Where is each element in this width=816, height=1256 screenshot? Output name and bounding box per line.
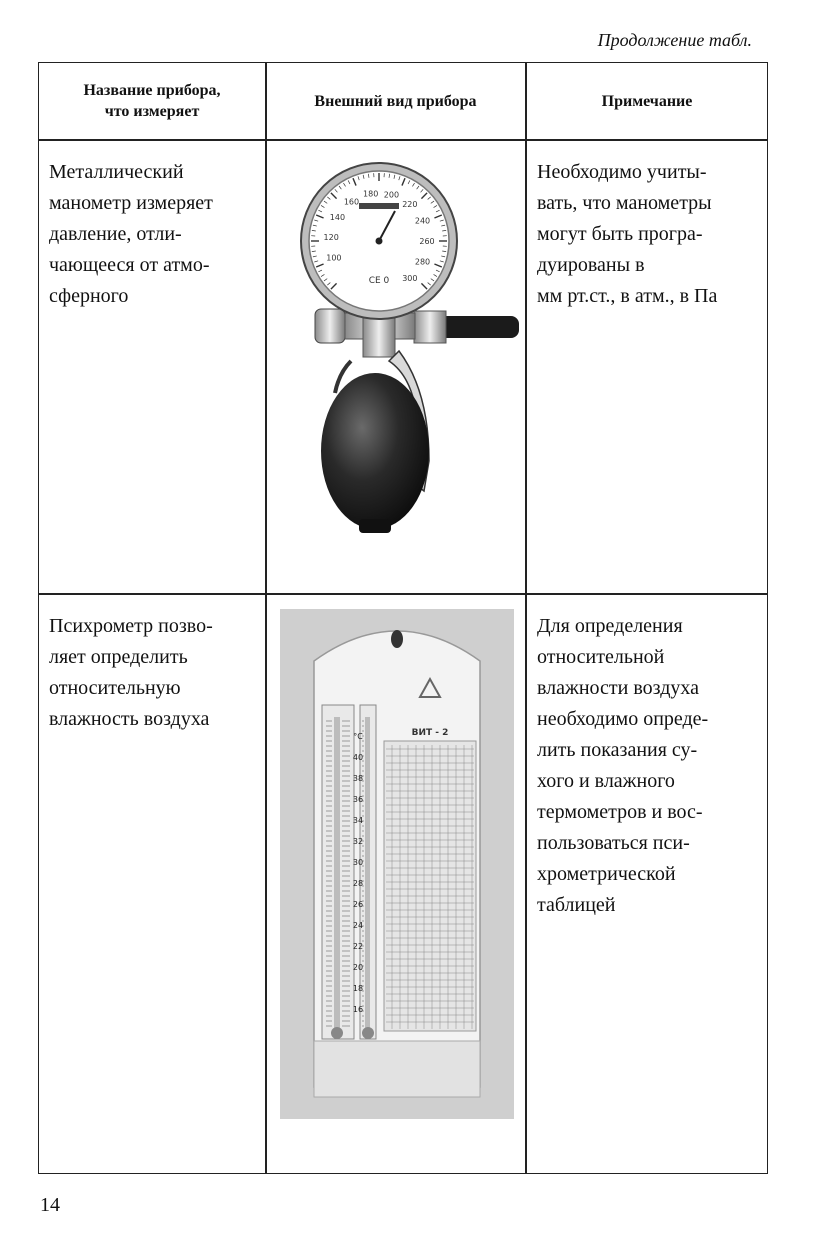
text-line: Для определения	[537, 615, 683, 637]
text-line: таблицей	[537, 894, 616, 916]
scale-label: 16	[352, 1005, 364, 1014]
scale-label: 28	[352, 879, 364, 888]
scale-label: 22	[352, 942, 364, 951]
scale-label: 30	[352, 858, 364, 867]
psychrometer-photo	[280, 609, 514, 1119]
column-header-name: Название прибора, что измеряет	[83, 82, 221, 120]
text-line: давление, отли-	[49, 223, 182, 245]
dial-number: 140	[329, 213, 346, 222]
row-divider	[39, 593, 767, 595]
scale-label: 18	[352, 984, 364, 993]
text-line: Психрометр позво-	[49, 615, 213, 637]
text-line: могут быть програ-	[537, 223, 703, 245]
text-line: дуированы в	[537, 254, 645, 276]
text-line: хого и влажного	[537, 770, 675, 792]
header-divider	[39, 139, 767, 141]
psychrometer-model-label: ВИТ - 2	[411, 728, 449, 738]
text-line: относительную	[49, 677, 181, 699]
text-line: влажности воздуха	[537, 677, 700, 699]
dial-number: 100	[326, 253, 342, 263]
dial-number: 180	[363, 189, 379, 199]
dial-number: 200	[383, 190, 400, 200]
column-divider	[265, 63, 267, 1173]
dial-number: 160	[343, 197, 360, 207]
scale-label: 24	[352, 921, 364, 930]
svg-text:CE 0: CE 0	[368, 276, 390, 286]
text-line: термометров и вос-	[537, 801, 703, 823]
dial-number: 120	[323, 232, 339, 242]
text-line: относительной	[537, 646, 665, 668]
text-line: влажность воздуха	[49, 708, 210, 730]
dial-number: 220	[402, 200, 418, 210]
scale-label: 40	[352, 753, 364, 762]
column-header-note: Примечание	[601, 92, 693, 110]
row2-note	[537, 611, 708, 921]
dial-number: 300	[402, 273, 418, 283]
text-line: ляет определить	[49, 646, 188, 668]
table-continuation-label: Продолжение табл.	[597, 30, 752, 50]
text-line: лить показания су-	[537, 739, 698, 761]
scale-label: 38	[352, 774, 364, 783]
page-number: 14	[40, 1194, 60, 1216]
text-line: вать, что манометры	[537, 192, 712, 214]
text-line: сферного	[49, 285, 129, 307]
instrument-table	[38, 62, 768, 1174]
dial-number: 240	[414, 216, 431, 226]
text-line: Необходимо учиты-	[537, 161, 707, 183]
row2-instrument-name	[49, 611, 213, 735]
scale-label: °C	[353, 732, 363, 741]
scale-label: 32	[352, 837, 364, 846]
dial-number: 260	[419, 237, 435, 246]
column-divider	[525, 63, 527, 1173]
text-line: необходимо опреде-	[537, 708, 709, 730]
scale-label: 20	[352, 963, 364, 972]
text-line: чающееся от атмо-	[49, 254, 210, 276]
text-line: Металлический	[49, 161, 184, 183]
dial-number: 280	[414, 257, 431, 267]
scale-label: 36	[352, 795, 364, 804]
scale-label: 26	[352, 900, 364, 909]
scale-label: 34	[352, 816, 364, 825]
text-line: пользоваться пси-	[537, 832, 690, 854]
column-header-appearance: Внешний вид прибора	[314, 92, 477, 110]
text-line: мм рт.ст., в атм., в Па	[537, 285, 718, 307]
text-line: хрометрической	[537, 863, 676, 885]
text-line: манометр измеряет	[49, 192, 213, 214]
manometer-photo	[279, 161, 519, 551]
row1-note	[537, 157, 717, 312]
row1-instrument-name	[49, 157, 213, 312]
